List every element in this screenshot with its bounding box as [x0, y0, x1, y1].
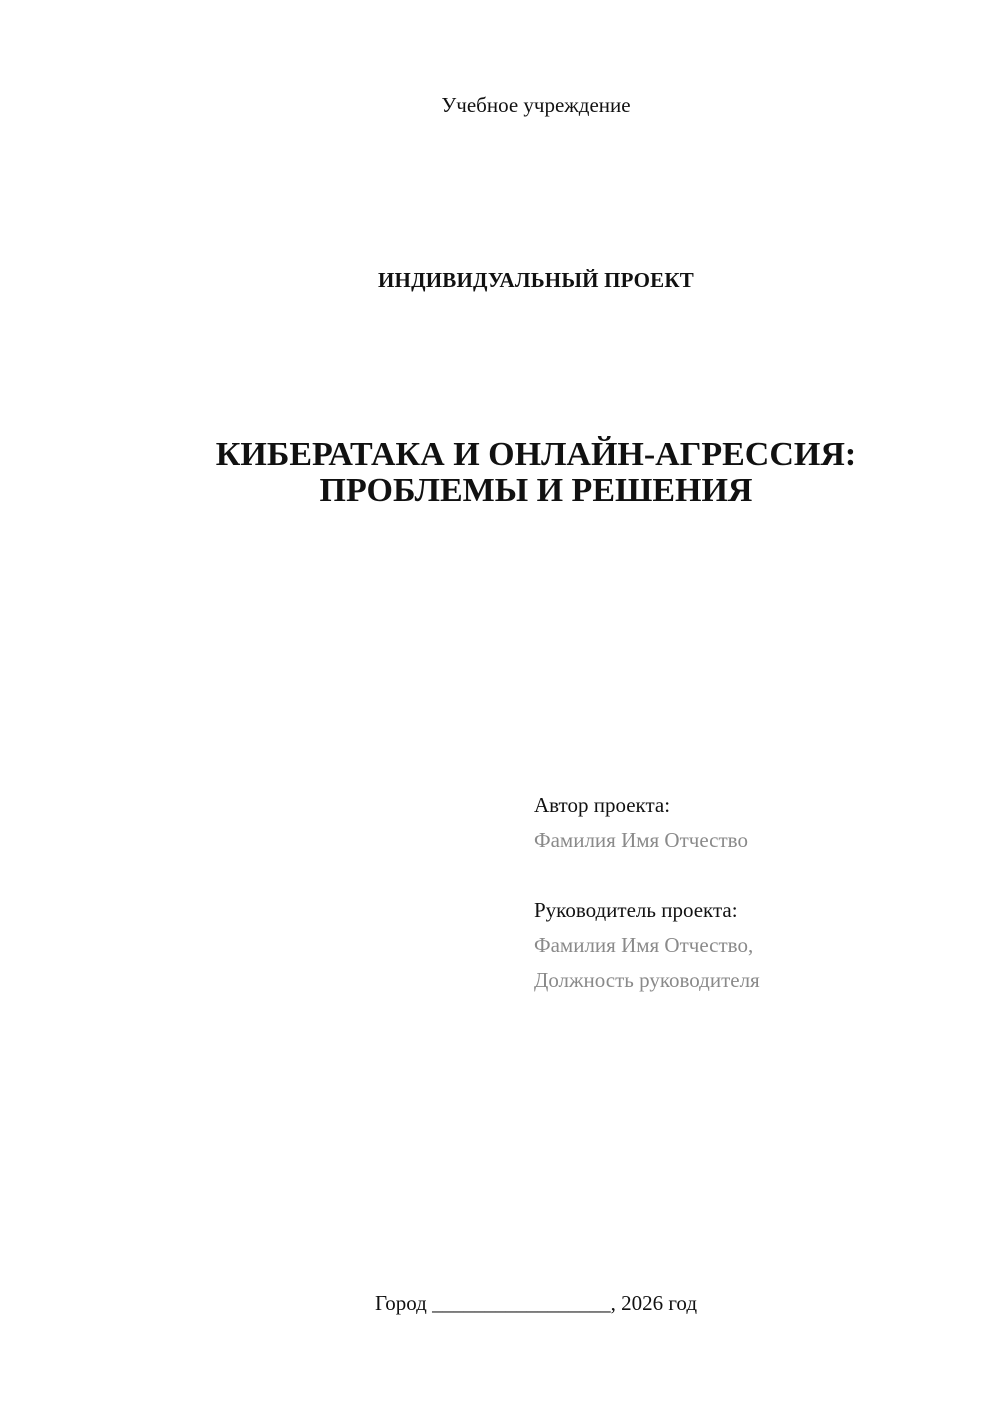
- city-year-line: Город _________________, 2026 год: [374, 1291, 698, 1315]
- author-name: Фамилия Имя Отчество: [534, 828, 748, 852]
- credits-spacer: [534, 858, 974, 893]
- credits-block: [534, 788, 974, 998]
- project-title-line-2: ПРОБЛЕМЫ И РЕШЕНИЯ: [319, 472, 753, 509]
- institution-name: Учебное учреждение: [441, 93, 631, 117]
- supervisor-position: Должность руководителя: [534, 968, 760, 992]
- author-label: Автор проекта:: [534, 793, 671, 817]
- project-title-line-1: КИБЕРАТАКА И ОНЛАЙН-АГРЕССИЯ:: [215, 436, 857, 473]
- project-title: [0, 437, 1000, 509]
- supervisor-label: Руководитель проекта:: [534, 898, 738, 922]
- project-type-heading: ИНДИВИДУАЛЬНЫЙ ПРОЕКТ: [378, 268, 694, 292]
- supervisor-name: Фамилия Имя Отчество,: [534, 933, 754, 957]
